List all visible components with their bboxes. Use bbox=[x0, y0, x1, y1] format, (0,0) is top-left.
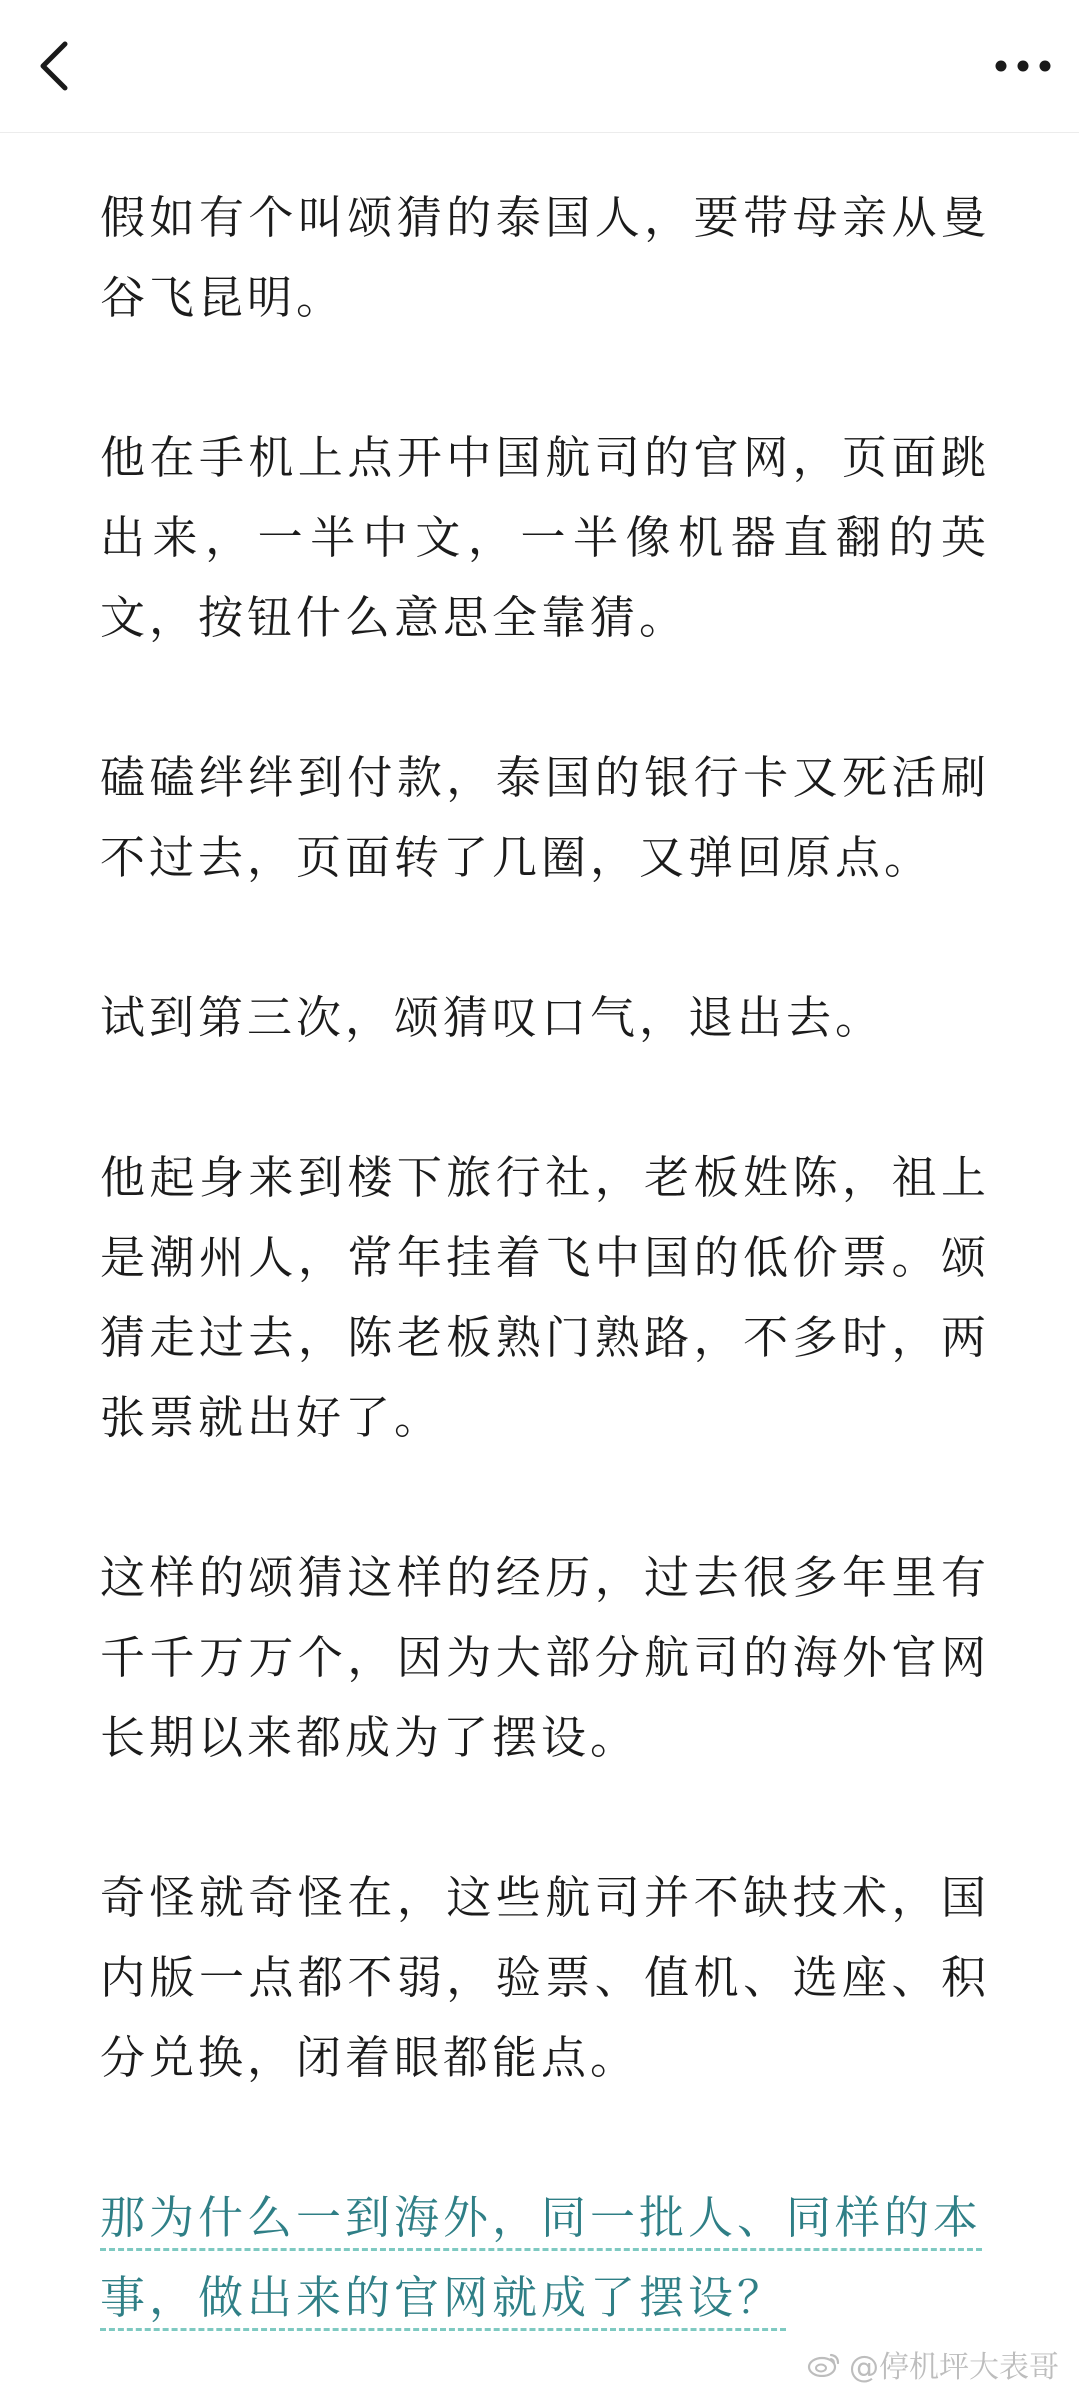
article-paragraph: 磕磕绊绊到付款，泰国的银行卡又死活刷不过去，页面转了几圈，又弹回原点。 bbox=[100, 751, 990, 884]
highlight-question-text: 那为什么一到海外，同一批人、同样的本事，做出来的官网就成了摆设？ bbox=[100, 2191, 982, 2331]
back-button[interactable] bbox=[20, 28, 90, 104]
weibo-icon bbox=[807, 2351, 841, 2377]
article-paragraph: 这样的颂猜这样的经历，过去很多年里有千千万万个，因为大部分航司的海外官网长期以来都成为了摆设。 bbox=[100, 1551, 990, 1764]
article-paragraph: 他在手机上点开中国航司的官网，页面跳出来，一半中文，一半像机器直翻的英文，按钮什么意思全靠猜。 bbox=[100, 431, 990, 644]
more-horizontal-icon bbox=[993, 58, 1053, 74]
highlight-question bbox=[100, 2178, 990, 2338]
chevron-left-icon bbox=[35, 36, 75, 96]
watermark-text: @停机坪大表哥 bbox=[849, 2350, 1059, 2385]
article-paragraph: 奇怪就奇怪在，这些航司并不缺技术，国内版一点都不弱，验票、值机、选座、积分兑换，闭着眼都能点。 bbox=[100, 1871, 990, 2084]
watermark bbox=[807, 2342, 1059, 2386]
more-options-button[interactable] bbox=[983, 28, 1063, 104]
article-body bbox=[100, 178, 990, 2338]
article-paragraph: 试到第三次，颂猜叹口气，退出去。 bbox=[100, 991, 885, 1044]
article-paragraph: 他起身来到楼下旅行社，老板姓陈，祖上是潮州人，常年挂着飞中国的低价票。颂猜走过去，陈老板熟门熟路，不多时，两张票就出好了。 bbox=[100, 1151, 990, 1444]
article-paragraph: 假如有个叫颂猜的泰国人，要带母亲从曼谷飞昆明。 bbox=[100, 191, 990, 324]
top-nav-bar bbox=[0, 0, 1079, 133]
